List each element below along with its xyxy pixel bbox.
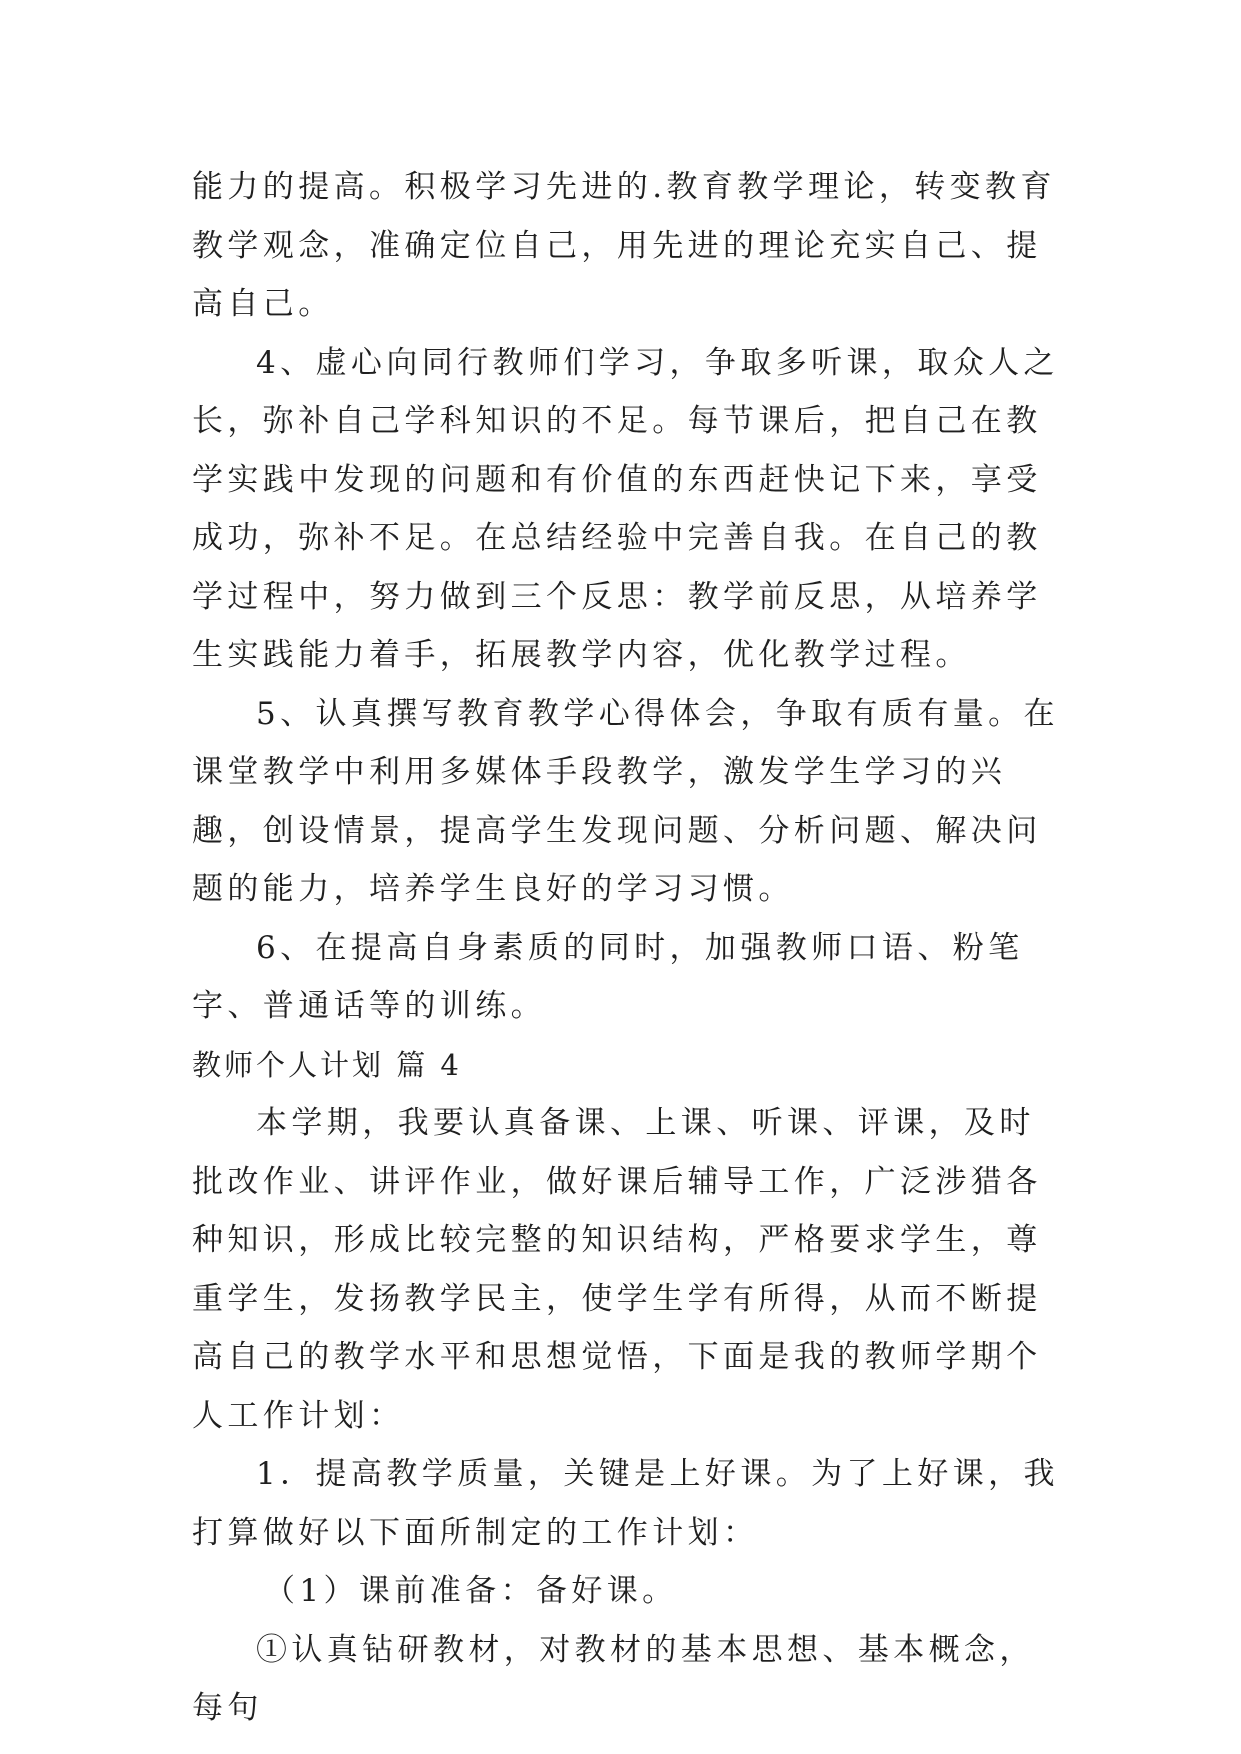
paragraph-intro: 本学期，我要认真备课、上课、听课、评课，及时批改作业、讲评作业，做好课后辅导工作，广泛涉猎各种知识，形成比较完整的知识结构，严格要求学生，尊重学生，发扬教学民主，使学生学有所得，从而不断提高自己的教学水平和思想觉悟，下面是我的教师学期个人工作计划： xyxy=(192,1105,1042,1434)
section-heading: 教师个人计划 篇 4 xyxy=(192,1047,462,1082)
paragraph-item-6: 6、在提高自身素质的同时，加强教师口语、粉笔字、普通话等的训练。 xyxy=(192,929,1024,1024)
paragraph-continuation: 能力的提高。积极学习先进的.教育教学理论，转变教育教学观念，准确定位自己，用先进的理论充实自己、提高自己。 xyxy=(192,169,1056,322)
paragraph-item-5: 5、认真撰写教育教学心得体会，争取有质有量。在课堂教学中利用多媒体手段教学，激发学生学习的兴趣，创设情景，提高学生发现问题、分析问题、解决问题的能力，培养学生良好的学习习惯。 xyxy=(192,695,1059,907)
paragraph-subpoint-1: （1）课前准备：备好课。 xyxy=(264,1573,678,1609)
document-body xyxy=(192,158,1062,1738)
paragraph-circled-1: ①认真钻研教材，对教材的基本思想、基本概念，每句 xyxy=(192,1631,1035,1726)
paragraph-item-4: 4、虚心向同行教师们学习，争取多听课，取众人之长，弥补自己学科知识的不足。每节课后，把自己在教学实践中发现的问题和有价值的东西赶快记下来，享受成功，弥补不足。在总结经验中完善自我。在自己的教学过程中，努力做到三个反思：教学前反思，从培养学生实践能力着手，拓展教学内容，优化教学过程。 xyxy=(192,344,1059,673)
paragraph-point-1: 1．提高教学质量，关键是上好课。为了上好课，我打算做好以下面所制定的工作计划： xyxy=(192,1456,1059,1551)
